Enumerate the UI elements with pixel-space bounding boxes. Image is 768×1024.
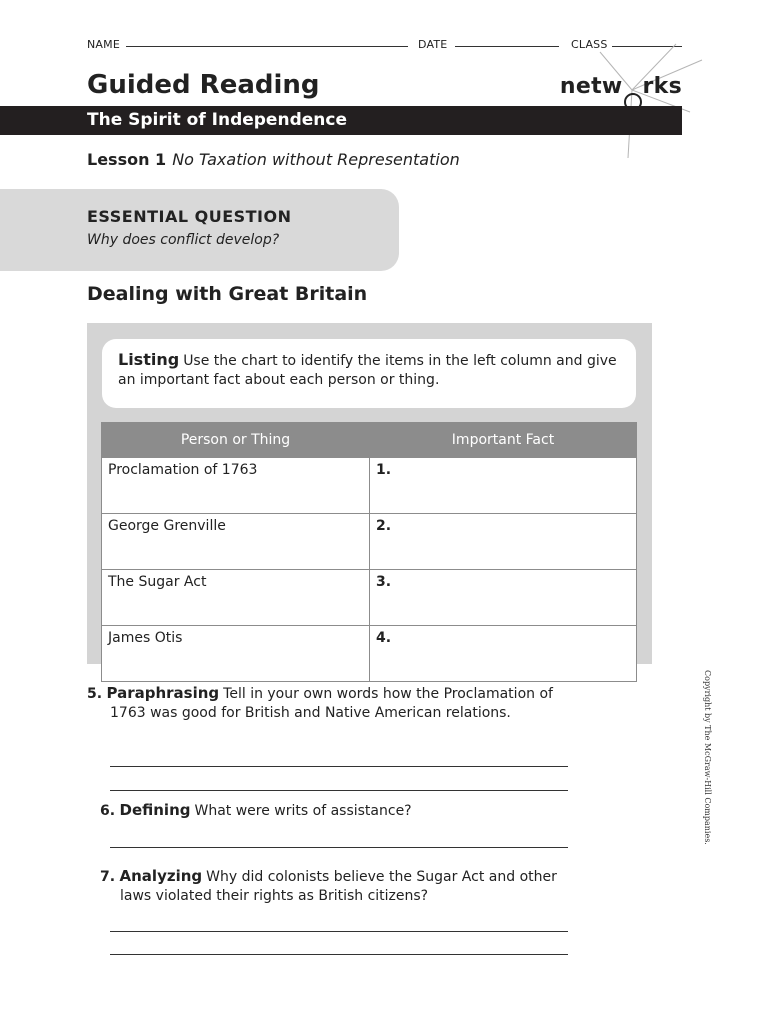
column-header: Important Fact xyxy=(370,423,637,458)
answer-line[interactable] xyxy=(110,931,568,932)
table-row xyxy=(102,626,637,682)
instruction-text xyxy=(118,350,623,390)
question-7 xyxy=(100,867,570,906)
chapter-title: The Spirit of Independence xyxy=(87,110,347,130)
section-heading: Dealing with Great Britain xyxy=(87,283,368,305)
question-number: 6. xyxy=(100,803,116,819)
essential-question-text: Why does conflict develop? xyxy=(87,232,280,248)
question-keyword: Paraphrasing xyxy=(106,684,220,702)
question-keyword: Analyzing xyxy=(119,867,203,885)
question-keyword: Defining xyxy=(119,801,191,819)
question-text-continued: Proclamation of 1763 was good for British and Native American relations. xyxy=(110,686,553,721)
item-cell: Proclamation of 1763 xyxy=(102,458,370,514)
name-field[interactable] xyxy=(126,46,408,47)
instruction-body: Use the chart to identify the items in the left column and give an important fact about each person or thing. xyxy=(118,353,617,388)
essential-question-heading: ESSENTIAL QUESTION xyxy=(87,207,292,226)
class-label: CLASS xyxy=(571,38,608,51)
page-title: Guided Reading xyxy=(87,70,320,100)
question-6 xyxy=(100,801,570,821)
question-text: Why did colonists believe the Sugar Act and xyxy=(206,869,516,885)
chart-header-row xyxy=(102,423,637,458)
question-text-continued: other laws violated their rights as British citizens? xyxy=(120,869,557,904)
table-row xyxy=(102,458,637,514)
fact-answer-cell[interactable]: 4. xyxy=(370,626,637,682)
logo-text-start: netw xyxy=(559,74,623,99)
lesson-number: Lesson 1 xyxy=(87,150,167,169)
item-cell: James Otis xyxy=(102,626,370,682)
question-text: What were writs of assistance? xyxy=(194,803,412,819)
table-row xyxy=(102,570,637,626)
lesson-heading xyxy=(87,150,460,169)
item-cell: George Grenville xyxy=(102,514,370,570)
fact-answer-cell[interactable]: 3. xyxy=(370,570,637,626)
copyright-text: Copyright by The McGraw-Hill Companies. xyxy=(703,670,712,845)
date-field[interactable] xyxy=(455,46,559,47)
logo-text-end: rks xyxy=(642,74,682,99)
copyright-notice xyxy=(700,670,714,850)
name-label: NAME xyxy=(87,38,120,51)
listing-chart xyxy=(101,422,637,682)
question-text: Tell in your own words how the xyxy=(223,686,440,702)
question-number: 7. xyxy=(100,869,116,885)
answer-line[interactable] xyxy=(110,847,568,848)
answer-line[interactable] xyxy=(110,954,568,955)
networks-logo xyxy=(560,74,682,109)
answer-line[interactable] xyxy=(110,766,568,767)
essential-question-box xyxy=(0,189,399,271)
lesson-title: No Taxation without Representation xyxy=(172,150,460,169)
fact-answer-cell[interactable]: 1. xyxy=(370,458,637,514)
instruction-lead: Listing xyxy=(118,350,180,369)
item-cell: The Sugar Act xyxy=(102,570,370,626)
fact-answer-cell[interactable]: 2. xyxy=(370,514,637,570)
date-label: DATE xyxy=(418,38,448,51)
answer-line[interactable] xyxy=(110,790,568,791)
table-row xyxy=(102,514,637,570)
question-number: 5. xyxy=(87,686,103,702)
column-header: Person or Thing xyxy=(102,423,370,458)
question-5 xyxy=(87,684,557,723)
